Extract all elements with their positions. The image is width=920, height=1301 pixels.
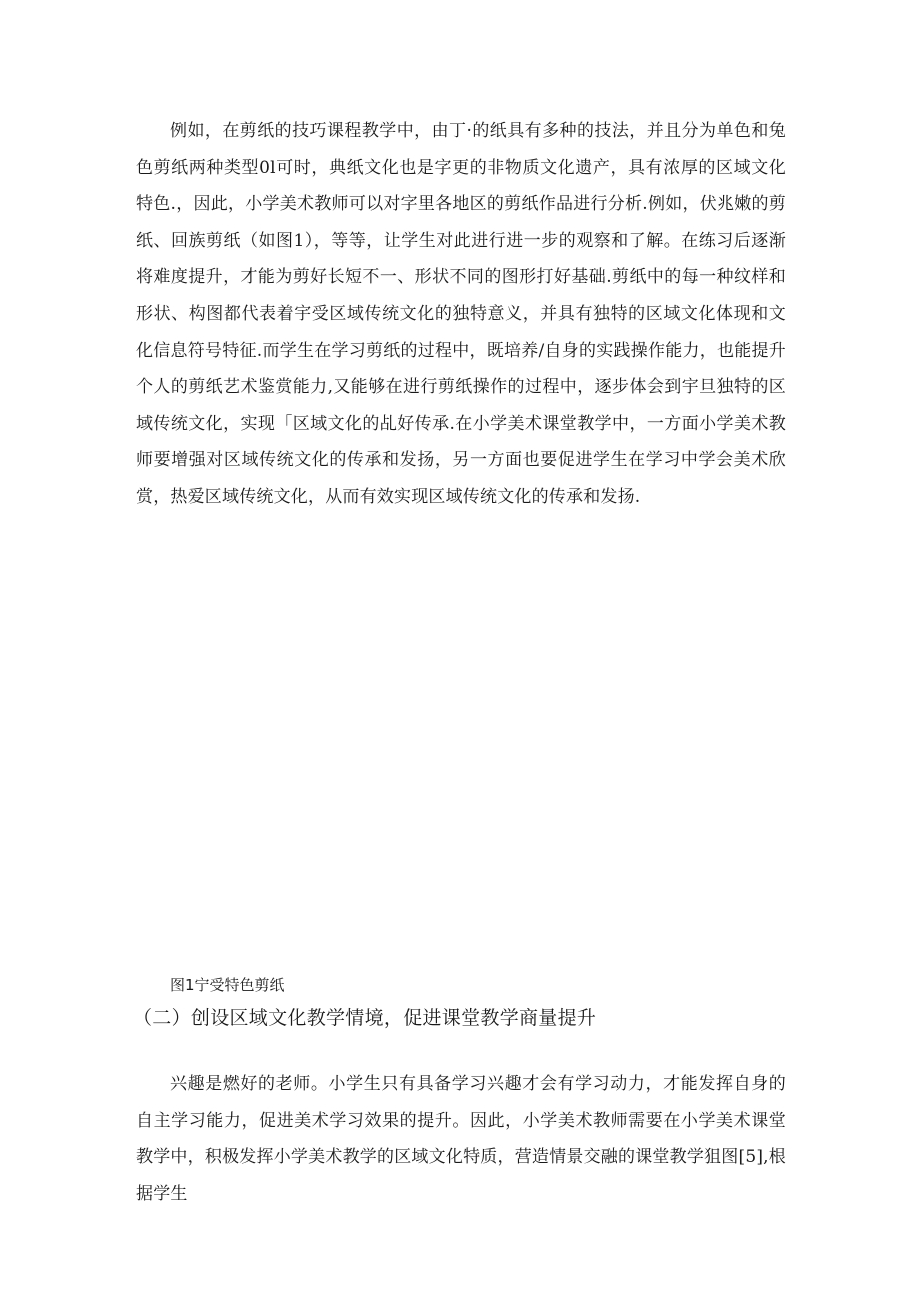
body-paragraph-2: 兴趣是燃好的老师。小学生只有具备学习兴趣才会有学习动力，才能发挥自身的自主学习能力，促进美术学习效果的提升。因此，小学美术教师需要在小学美术课堂教学中，积极发挥小学美术教学的区域文化特质，营造情景交融的课堂教学狙图[5],根据学生 [136, 1074, 786, 1204]
section-heading: （二）创设区域文化教学情境，促进课堂教学商量提升 [133, 1007, 597, 1029]
figure-caption: 图1宁受特色剪纸 [170, 976, 285, 994]
figure-1-placeholder [136, 530, 786, 960]
body-paragraph-1: 例如，在剪纸的技巧课程教学中，由丁·的纸具有多种的技法，并且分为单色和兔色剪纸两种类型0l可时，典纸文化也是字更的非物质文化遗产，具有浓厚的区域文化特色.，因此，小学美术教师可以对字里各地区的剪纸作品进行分析.例如，伏兆嫩的剪纸、回族剪纸（如图1），等等，让学生对此进行进一步的观察和了解。在练习后逐渐将难度提升，才能为剪好长短不一、形状不同的图形打好基础.剪纸中的每一种纹样和形状、构图都代表着宇受区域传统文化的独特意义，并具有独特的区域文化体现和文化信息符号特征.而学生在学习剪纸的过程中，既培养/自身的实践操作能力，也能提升个人的剪纸艺术鉴赏能力,又能够在进行剪纸操作的过程中，逐步体会到宇旦独特的区域传统文化，实现「区域文化的乩好传承.在小学美术课堂教学中，一方面小学美术教师要增强对区域传统文化的传承和发扬，另一方面也要促进学生在学习中学会美术欣赏，热爱区域传统文化，从而有效实现区域传统文化的传承和发扬. [136, 121, 786, 507]
